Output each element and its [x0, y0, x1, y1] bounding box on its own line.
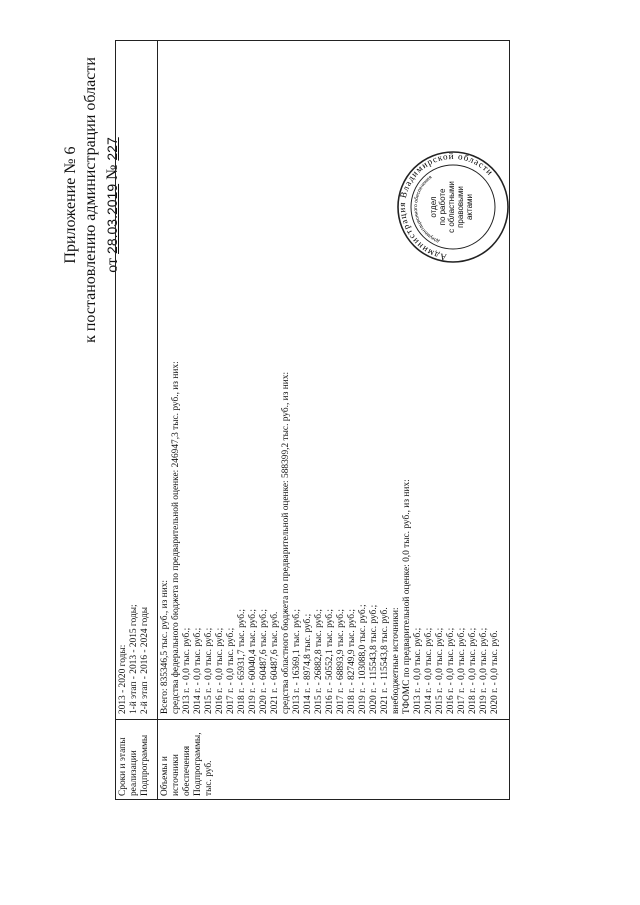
text-line: 2018 г. - 0,0 тыс. руб.; [468, 627, 478, 714]
text-line: 2013 г. - 0,0 тыс. руб.; [182, 627, 192, 714]
resolution-number: 227 [104, 137, 120, 161]
text-line: средства областного бюджета по предварительной оценке: 588399,2 тыс. руб., из них: [281, 371, 291, 714]
text-line: 2014 г. - 0,0 тыс. руб.; [424, 627, 434, 714]
text-line: ТФОМС по предварительной оценке: 0,0 тыс. руб., из них: [402, 479, 412, 714]
text-line: 2013 - 2020 годы: [118, 644, 128, 714]
number-prefix: № [104, 164, 121, 180]
seal-line: правовыми [456, 186, 465, 228]
text-line: 2020 г. - 115543,8 тыс. руб.; [369, 604, 379, 714]
row-label: Сроки и этапы реализации Подпрограммы [116, 719, 157, 799]
text-line: 2016 г. - 0,0 тыс. руб.; [446, 627, 456, 714]
text-line: 2019 г. - 0,0 тыс. руб.; [479, 627, 489, 714]
text-line: 2014 г. - 8974,8 тыс. руб.; [303, 613, 313, 714]
text-line: 2017 г. - 68893,9 тыс. руб.; [336, 609, 346, 714]
text-line: 2015 г. - 0,0 тыс. руб.; [204, 627, 214, 714]
appendix-title: Приложение № 6 [62, 146, 79, 264]
text-line: Всего: 835346,5 тыс. руб., из них: [160, 579, 170, 714]
text-line: 2018 г. - 65931,7 тыс. руб.; [237, 609, 247, 714]
text-line: 1-й этап - 2013 - 2015 годы; [129, 604, 139, 714]
text-line: 2021 г. - 115543,8 тыс. руб. [380, 607, 390, 714]
seal-inner-text [429, 149, 474, 265]
svg-text:документационного обеспечения: документационного обеспечения [412, 174, 441, 245]
appendix-subtitle: к постановлению администрации области [82, 57, 99, 343]
text-line: 2017 г. - 0,0 тыс. руб.; [457, 627, 467, 714]
row-value [158, 41, 513, 717]
text-line: 2015 г. - 26882,8 тыс. руб.; [314, 609, 324, 714]
resolution-date: 28.03.2019 [104, 183, 120, 254]
text-line: средства федерального бюджета по предварительной оценке: 246947,3 тыс. руб., из них: [171, 361, 181, 714]
text-line: 2018 г. - 82749,9 тыс. руб.; [347, 609, 357, 714]
text-line: 2014 г. - 0,0 тыс. руб.; [193, 627, 203, 714]
text-line: 2016 г. - 0,0 тыс. руб.; [215, 627, 225, 714]
text-line: 2016 г. - 50552,1 тыс. руб.; [325, 609, 335, 714]
text-line: 2019 г. - 103088,0 тыс. руб.; [358, 604, 368, 714]
text-line: 2013 г. - 16369,1 тыс. руб.; [292, 609, 302, 714]
text-line: 2020 г. - 0,0 тыс. руб. [490, 630, 500, 714]
text-line: внебюджетные источники: [391, 607, 401, 714]
table-row [116, 41, 158, 799]
seal-line: актами [465, 193, 474, 221]
text-line: 2013 г. - 0,0 тыс. руб.; [413, 627, 423, 714]
seal-line: с областными [447, 181, 456, 233]
text-line: 2021 г. - 60487,6 тыс. руб. [270, 611, 280, 714]
text-line: 2019 г. - 60040,4 тыс. руб.; [248, 609, 258, 714]
text-line: 2015 г. - 0,0 тыс. руб.; [435, 627, 445, 714]
seal-line: по работе [438, 188, 447, 226]
official-seal-stamp [395, 149, 511, 265]
row-label: Объемы и источники обеспечения Подпрограммы, тыс. руб. [158, 719, 509, 799]
text-line: 2017 г. - 0,0 тыс. руб.; [226, 627, 236, 714]
seal-line: отдел [429, 196, 438, 218]
row-value [116, 41, 161, 717]
date-prefix: от [104, 257, 121, 273]
text-line: 2020 г. - 60487,6 тыс. руб.; [259, 609, 269, 714]
svg-text:Администрация Владимирской обл: Администрация Владимирской области [396, 150, 496, 263]
text-line: 2-й этап - 2016 - 2024 годы [140, 606, 150, 714]
